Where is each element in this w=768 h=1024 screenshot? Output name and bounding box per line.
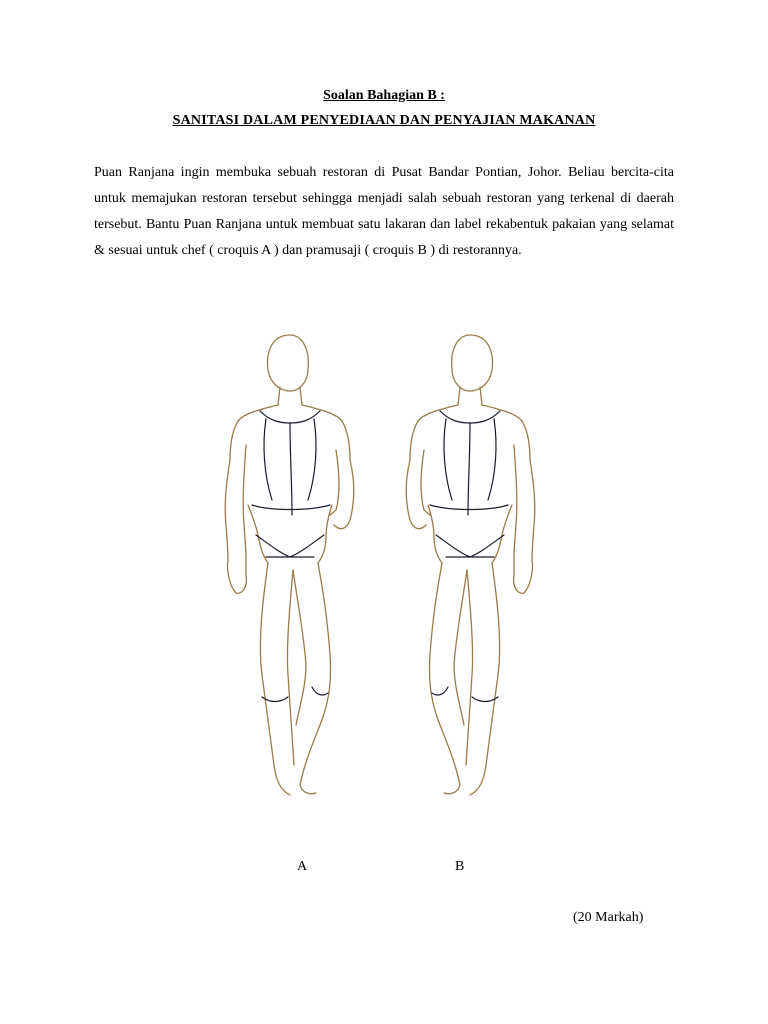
- croquis-a-label: A: [297, 859, 308, 874]
- croquis-figure: [200, 325, 570, 805]
- marks-label: (20 Markah): [573, 910, 644, 925]
- question-text: Puan Ranjana ingin membuka sebuah restoran di Pusat Bandar Pontian, Johor. Beliau bercita-cita untuk memajukan restoran tersebut sehingga menjadi salah sebuah restoran yang terkenal di daerah tersebut. Bantu Puan Ranjana untuk membuat satu lakaran dan label rekabentuk pakaian yang selamat & sesuai untuk chef ( croquis A ) dan pramusaji ( croquis B ) di restorannya.: [94, 165, 674, 258]
- main-title: SANITASI DALAM PENYEDIAAN DAN PENYAJIAN MAKANAN: [172, 113, 596, 128]
- croquis-a-drawing: [225, 335, 354, 795]
- croquis-b-label: B: [455, 859, 465, 874]
- section-label: Soalan Bahagian B :: [323, 88, 445, 103]
- croquis-b-drawing: [406, 335, 535, 795]
